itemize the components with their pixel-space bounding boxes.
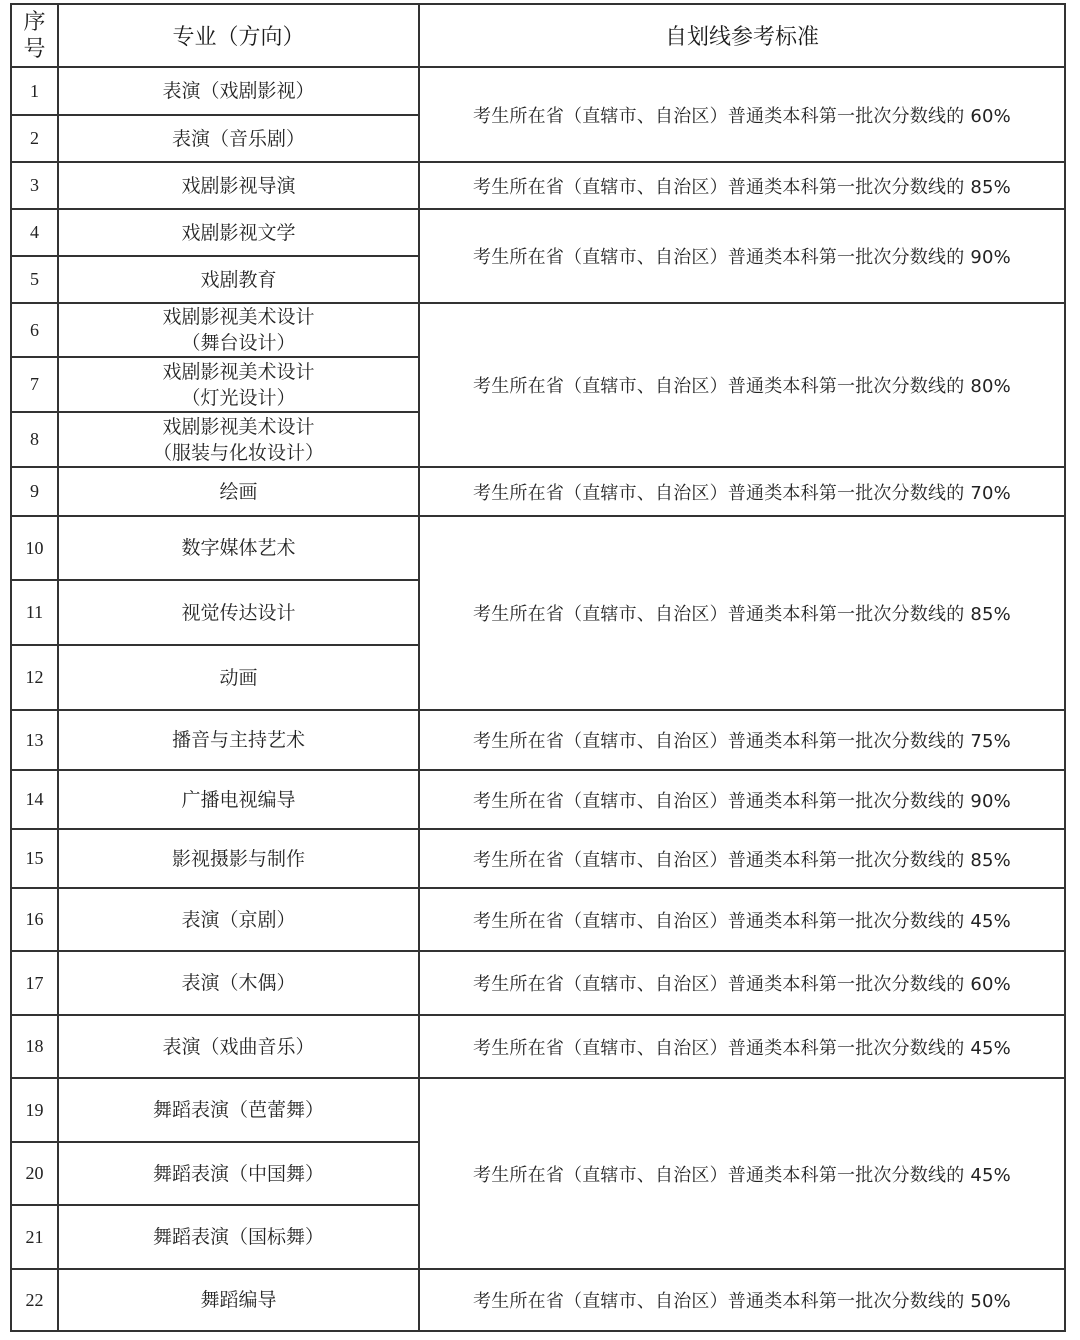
table-row [11,1078,1065,1142]
row-number: 18 [11,1015,58,1078]
row-number: 21 [11,1205,58,1269]
row-number: 12 [11,645,58,710]
table-row [11,1015,1065,1078]
table-row [11,209,1065,256]
table-row [11,1269,1065,1331]
row-number: 1 [11,67,58,115]
major-name: 表演（戏曲音乐） [58,1015,419,1078]
table-row [11,467,1065,516]
score-standard: 考生所在省（直辖市、自治区）普通类本科第一批次分数线的 50% [419,1269,1065,1331]
score-standard: 考生所在省（直辖市、自治区）普通类本科第一批次分数线的 70% [419,467,1065,516]
table-row [11,951,1065,1015]
major-name: 舞蹈编导 [58,1269,419,1331]
header-major: 专业（方向） [58,4,419,67]
table-row [11,162,1065,209]
score-standard: 考生所在省（直辖市、自治区）普通类本科第一批次分数线的 90% [419,770,1065,829]
table-row [11,516,1065,580]
score-standard: 考生所在省（直辖市、自治区）普通类本科第一批次分数线的 90% [419,209,1065,303]
row-number: 11 [11,580,58,645]
header-number: 序 号 [11,4,58,67]
major-name: 广播电视编导 [58,770,419,829]
table-row [11,303,1065,357]
score-standard: 考生所在省（直辖市、自治区）普通类本科第一批次分数线的 60% [419,951,1065,1015]
row-number: 5 [11,256,58,303]
major-name: 戏剧影视导演 [58,162,419,209]
row-number: 6 [11,303,58,357]
score-standard: 考生所在省（直辖市、自治区）普通类本科第一批次分数线的 85% [419,162,1065,209]
major-name: 表演（戏剧影视） [58,67,419,115]
row-number: 9 [11,467,58,516]
table-row [11,888,1065,951]
admission-standards-table [10,3,1066,1332]
table-row [11,67,1065,115]
major-name: 影视摄影与制作 [58,829,419,888]
header-row [11,4,1065,67]
major-name: 表演（京剧） [58,888,419,951]
major-name: 戏剧教育 [58,256,419,303]
row-number: 8 [11,412,58,467]
row-number: 19 [11,1078,58,1142]
major-name: 表演（木偶） [58,951,419,1015]
score-standard: 考生所在省（直辖市、自治区）普通类本科第一批次分数线的 85% [419,516,1065,710]
major-name: 戏剧影视美术设计 （灯光设计） [58,357,419,412]
table-row [11,710,1065,770]
table-row [11,770,1065,829]
row-number: 4 [11,209,58,256]
row-number: 14 [11,770,58,829]
row-number: 16 [11,888,58,951]
row-number: 10 [11,516,58,580]
major-name: 动画 [58,645,419,710]
row-number: 7 [11,357,58,412]
score-standard: 考生所在省（直辖市、自治区）普通类本科第一批次分数线的 45% [419,1015,1065,1078]
major-name: 舞蹈表演（国标舞） [58,1205,419,1269]
row-number: 2 [11,115,58,162]
major-name: 舞蹈表演（中国舞） [58,1142,419,1205]
major-name: 数字媒体艺术 [58,516,419,580]
score-standard: 考生所在省（直辖市、自治区）普通类本科第一批次分数线的 75% [419,710,1065,770]
score-standard: 考生所在省（直辖市、自治区）普通类本科第一批次分数线的 80% [419,303,1065,467]
row-number: 20 [11,1142,58,1205]
row-number: 13 [11,710,58,770]
major-name: 表演（音乐剧） [58,115,419,162]
major-name: 戏剧影视美术设计 （服装与化妆设计） [58,412,419,467]
score-standard: 考生所在省（直辖市、自治区）普通类本科第一批次分数线的 45% [419,888,1065,951]
row-number: 15 [11,829,58,888]
header-standard: 自划线参考标准 [419,4,1065,67]
major-name: 视觉传达设计 [58,580,419,645]
major-name: 戏剧影视美术设计 （舞台设计） [58,303,419,357]
major-name: 舞蹈表演（芭蕾舞） [58,1078,419,1142]
score-standard: 考生所在省（直辖市、自治区）普通类本科第一批次分数线的 45% [419,1078,1065,1269]
score-standard: 考生所在省（直辖市、自治区）普通类本科第一批次分数线的 60% [419,67,1065,162]
row-number: 3 [11,162,58,209]
table-row [11,829,1065,888]
row-number: 22 [11,1269,58,1331]
major-name: 绘画 [58,467,419,516]
major-name: 播音与主持艺术 [58,710,419,770]
row-number: 17 [11,951,58,1015]
major-name: 戏剧影视文学 [58,209,419,256]
score-standard: 考生所在省（直辖市、自治区）普通类本科第一批次分数线的 85% [419,829,1065,888]
